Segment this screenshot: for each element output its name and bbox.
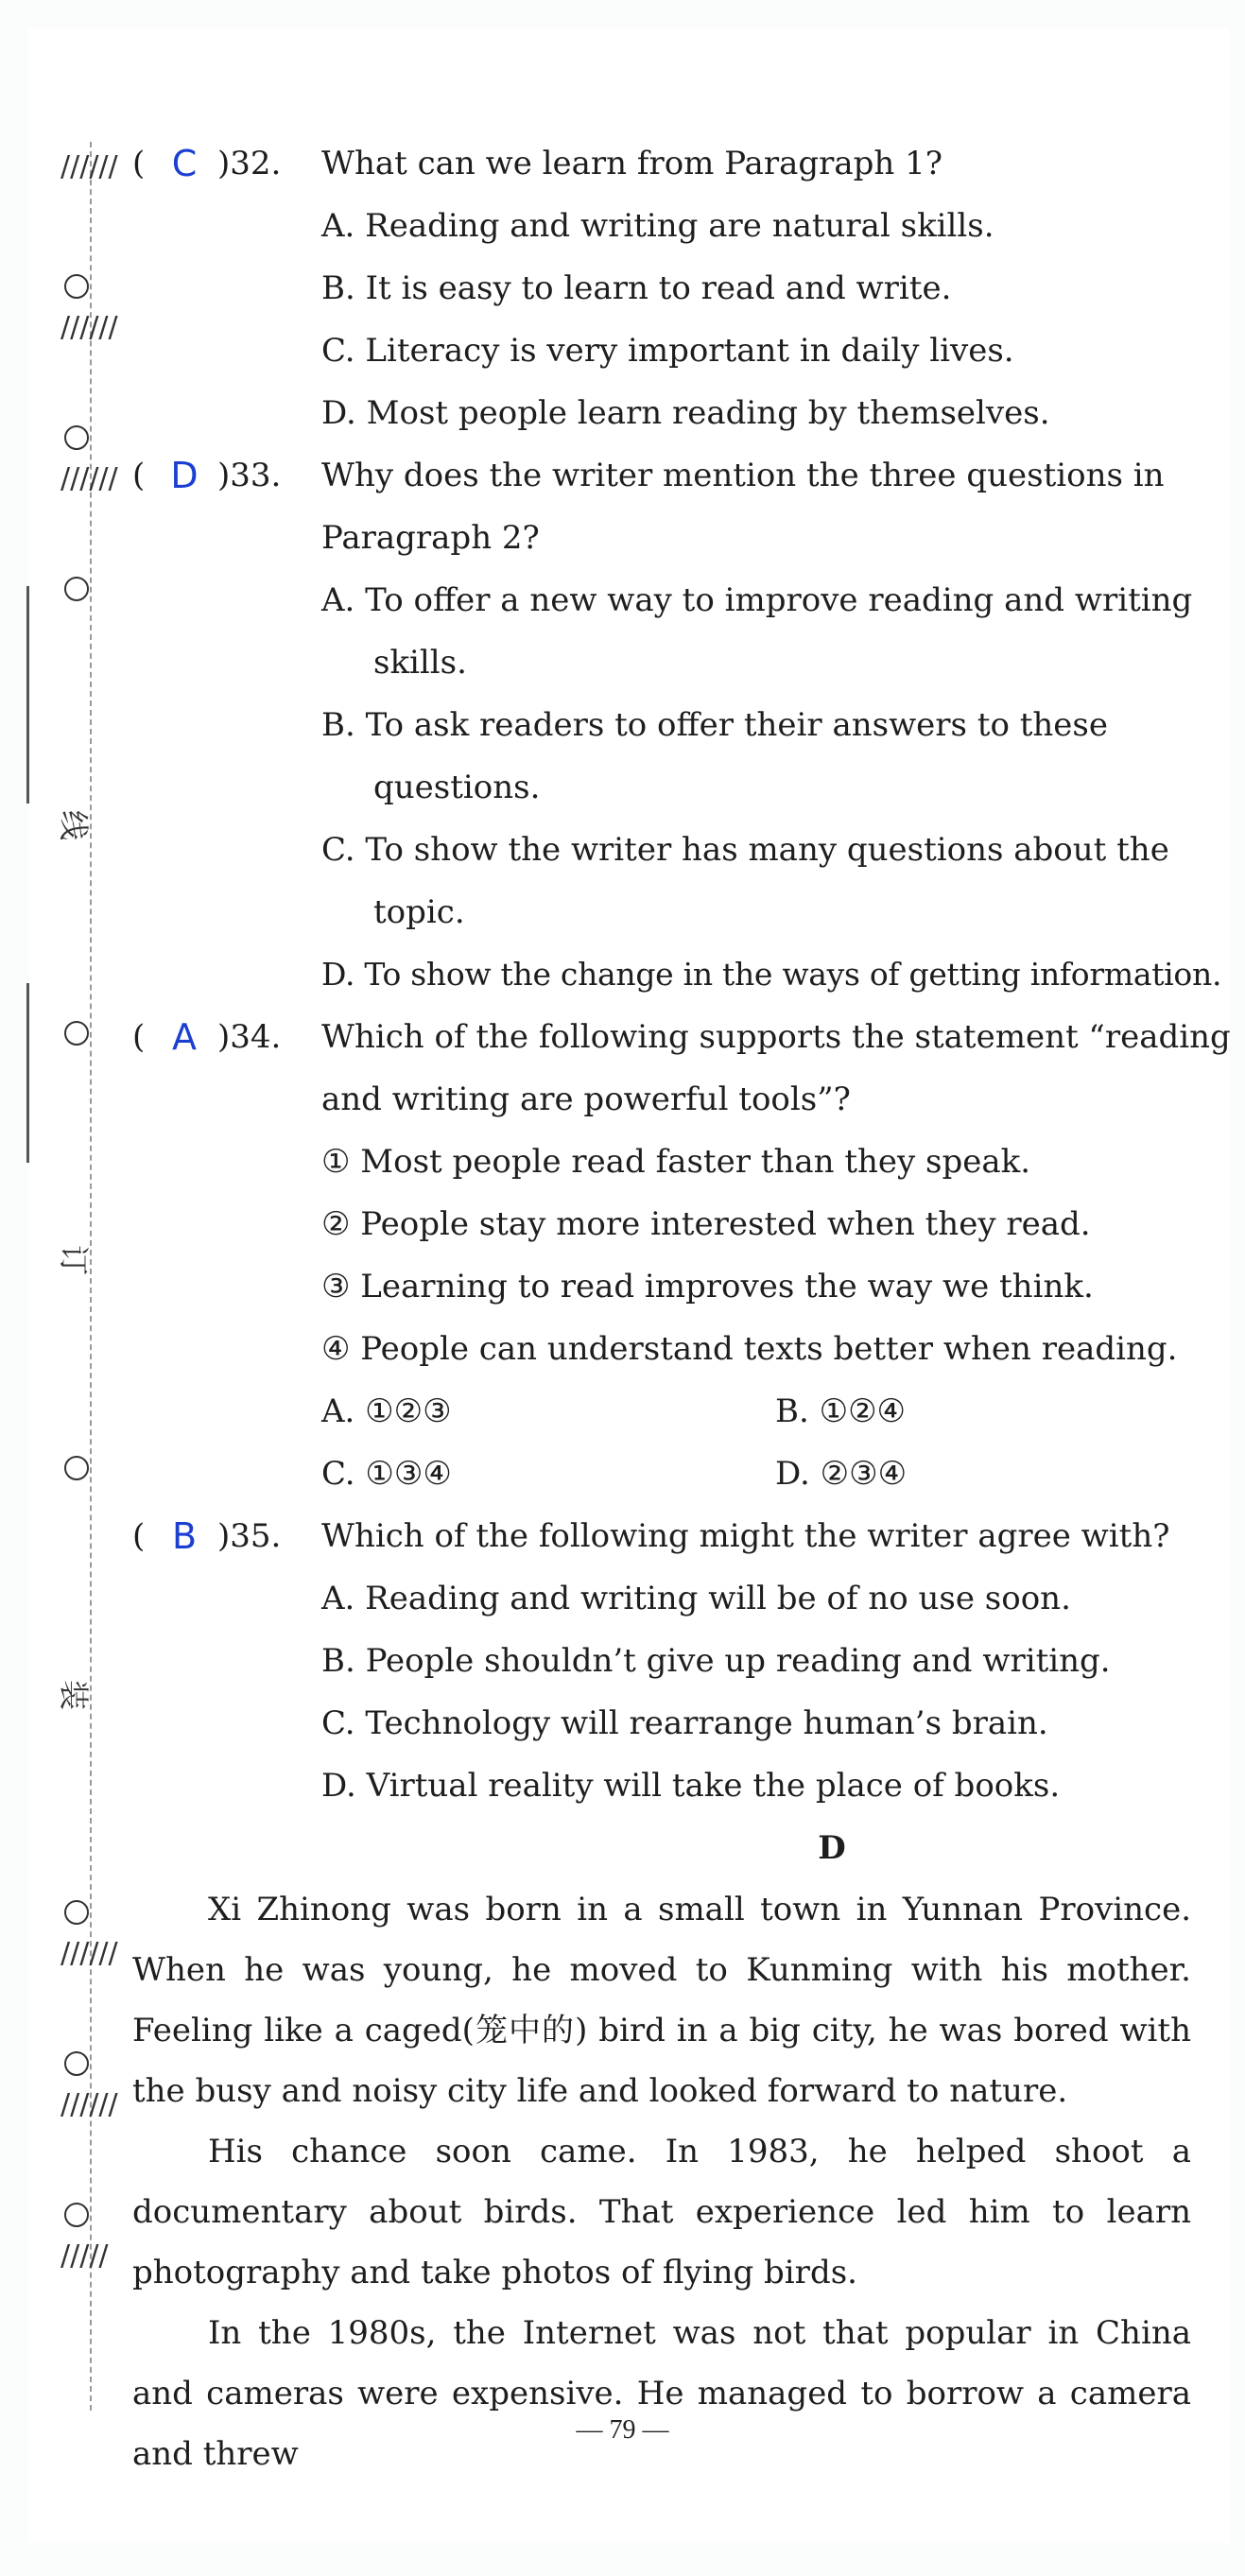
binding-circle <box>64 1456 89 1480</box>
binding-circle <box>64 577 89 601</box>
answer-mark: A <box>172 1016 197 1058</box>
binding-char-line: 线 <box>56 809 92 840</box>
question-stem: Which of the following might the writer agree with? <box>321 1517 1170 1555</box>
binding-slashes: ///// <box>61 2239 109 2273</box>
option: D. Most people learn reading by themselves. <box>321 394 1050 432</box>
option: D. To show the change in the ways of getting information. <box>321 956 1222 993</box>
option: B. ①②④ <box>775 1392 907 1430</box>
answer-paren: ( <box>132 1018 146 1056</box>
option-row <box>132 1380 1210 1443</box>
question-stem: What can we learn from Paragraph 1? <box>321 145 942 182</box>
question-stem-cont: Paragraph 2? <box>321 519 540 557</box>
binding-circle <box>64 2203 89 2227</box>
option: A. To offer a new way to improve reading and writing <box>321 581 1193 619</box>
binding-char-order: 订 <box>56 1244 92 1275</box>
binding-circle <box>64 1900 89 1925</box>
binding-slashes: ////// <box>61 462 118 495</box>
option: C. Literacy is very important in daily lives. <box>321 332 1014 370</box>
option-cont: topic. <box>373 893 465 931</box>
passage-paragraph: In the 1980s, the Internet was not that popular in China and cameras were expensive. He managed to borrow a camera and threw <box>132 2314 1191 2473</box>
question-34 <box>132 1006 1231 1068</box>
option-cont: skills. <box>373 644 467 682</box>
answer-paren: ( <box>132 457 146 494</box>
option: B. People shouldn’t give up reading and writing. <box>321 1642 1111 1680</box>
binding-mark <box>26 983 29 1163</box>
question-35 <box>132 1505 1210 1567</box>
binding-slashes: ////// <box>61 1937 118 1970</box>
option: C. ①③④ <box>321 1455 452 1493</box>
answer-mark: C <box>171 143 198 184</box>
question-32 <box>132 132 1210 195</box>
option: A. Reading and writing will be of no use soon. <box>321 1580 1071 1617</box>
question-stem: Which of the following supports the statement “reading <box>321 1018 1231 1056</box>
question-stem-cont: and writing are powerful tools”? <box>321 1081 851 1118</box>
question-33 <box>132 444 1210 507</box>
binding-slashes: ////// <box>61 2088 118 2121</box>
statement: ① Most people read faster than they speak. <box>321 1143 1031 1181</box>
binding-margin <box>47 150 118 2420</box>
section-heading: D <box>818 1829 846 1867</box>
answer-paren: ( <box>132 1517 146 1555</box>
option-row <box>132 1443 1210 1505</box>
question-number: )34. <box>217 1018 282 1056</box>
answer-mark: B <box>171 1515 198 1557</box>
question-number: )33. <box>217 457 282 494</box>
binding-slashes: ////// <box>61 311 118 344</box>
option: D. Virtual reality will take the place of books. <box>321 1767 1061 1805</box>
page-content <box>132 132 1231 2484</box>
option: B. To ask readers to offer their answers to these <box>321 706 1108 744</box>
question-number: )32. <box>217 145 282 182</box>
option-cont: questions. <box>373 769 541 806</box>
option: A. Reading and writing are natural skills. <box>321 207 994 245</box>
answer-mark: D <box>170 455 199 496</box>
statement: ② People stay more interested when they read. <box>321 1205 1091 1243</box>
passage-paragraph: Xi Zhinong was born in a small town in Yunnan Province. When he was young, he moved to Kunming with his mother. Feeling like a caged(笼中的) bird in a big city, he was bored with the busy and noisy city life and looked forward to nature. <box>132 1891 1191 2110</box>
binding-circle <box>64 2051 89 2076</box>
binding-mark <box>26 586 29 804</box>
binding-circle <box>64 425 89 450</box>
question-number: )35. <box>217 1517 282 1555</box>
option: C. Technology will rearrange human’s brain. <box>321 1704 1048 1742</box>
binding-circle <box>64 274 89 299</box>
option: C. To show the writer has many questions about the <box>321 831 1169 869</box>
option: A. ①②③ <box>321 1392 452 1430</box>
binding-char-bind: 装 <box>56 1679 92 1710</box>
binding-slashes: ////// <box>61 150 118 183</box>
question-stem: Why does the writer mention the three questions in <box>321 457 1165 494</box>
option: D. ②③④ <box>775 1455 908 1493</box>
statement: ④ People can understand texts better when reading. <box>321 1330 1178 1368</box>
option: B. It is easy to learn to read and write. <box>321 269 952 307</box>
statement: ③ Learning to read improves the way we think. <box>321 1268 1094 1305</box>
page-number: — 79 — <box>576 2415 669 2445</box>
binding-circle <box>64 1021 89 1046</box>
passage-paragraph: His chance soon came. In 1983, he helped shoot a documentary about birds. That experience led him to learn photography and take photos of flying birds. <box>132 2133 1191 2291</box>
answer-paren: ( <box>132 145 146 182</box>
